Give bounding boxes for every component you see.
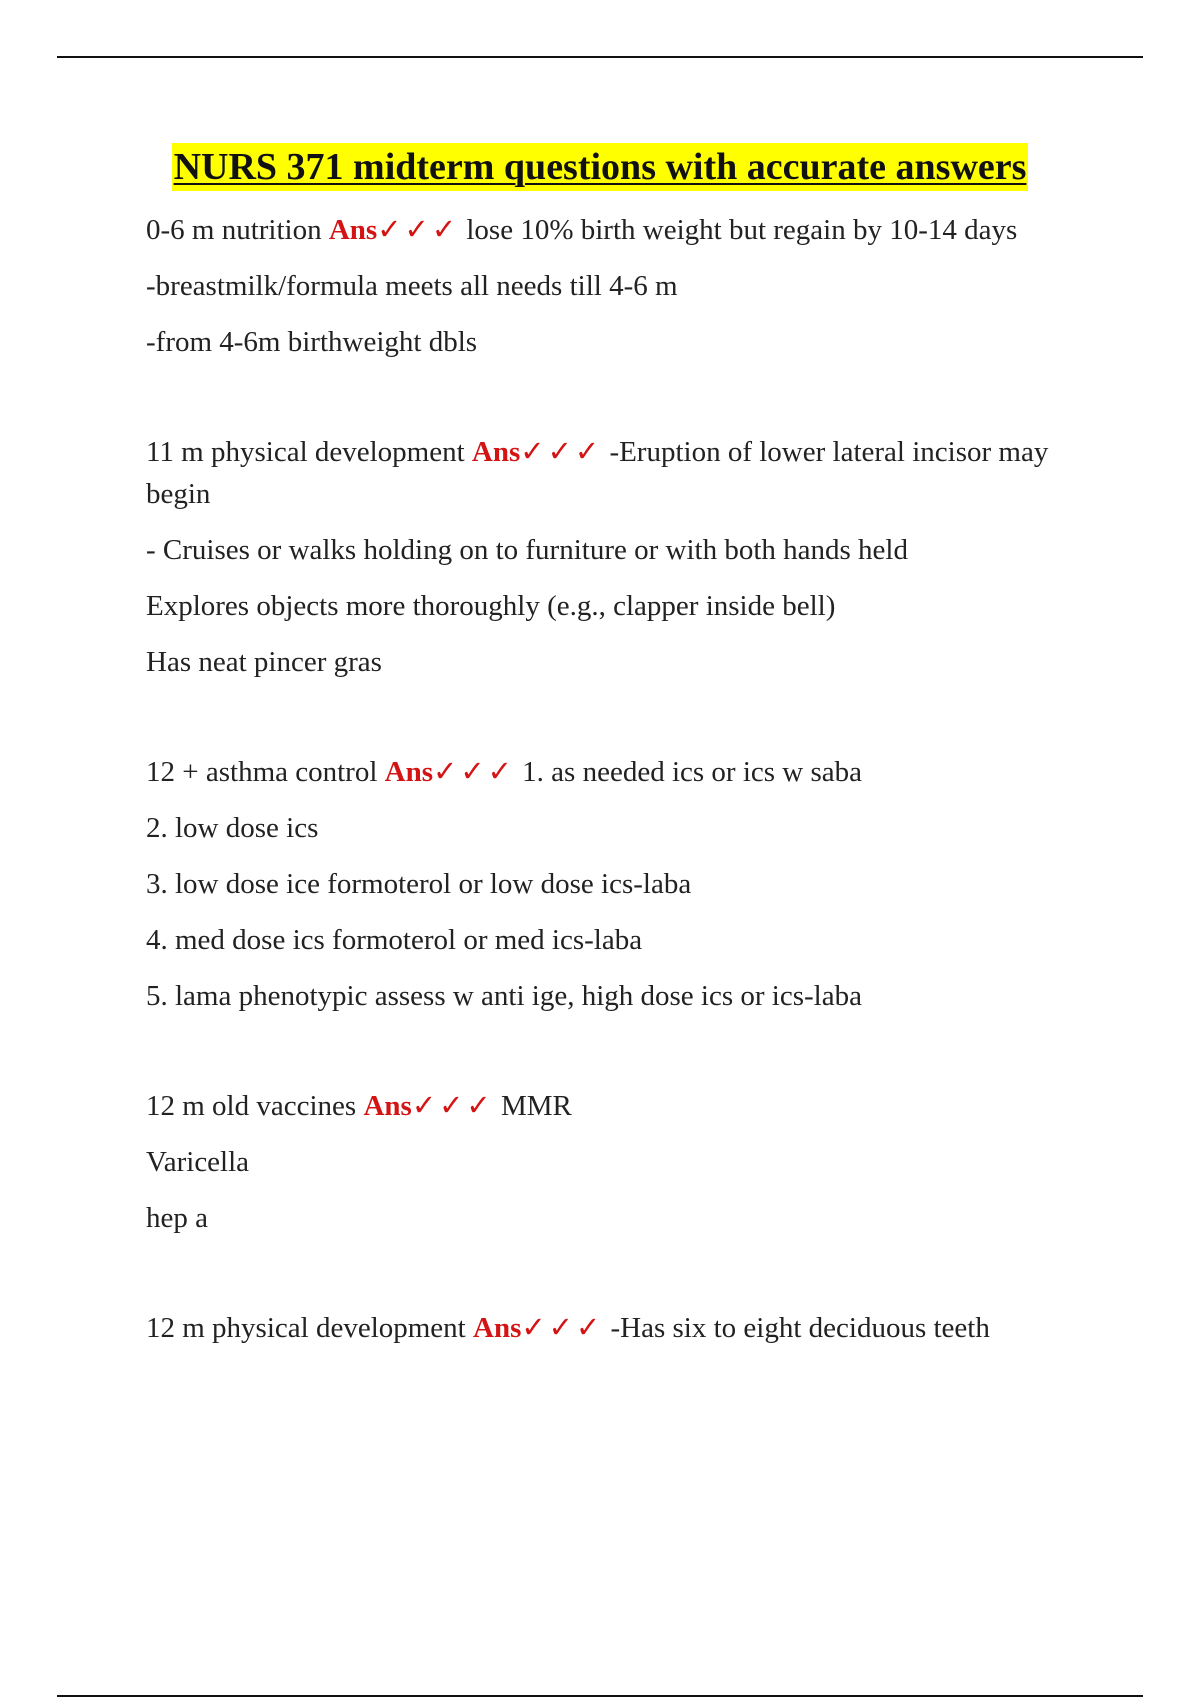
answer-line: 3. low dose ice formoterol or low dose ics-laba	[146, 868, 692, 900]
document-body	[146, 209, 1086, 1363]
qa-first-line	[146, 751, 1086, 793]
check-marks: ✓✓✓	[520, 436, 603, 468]
check-marks: ✓✓✓	[377, 214, 460, 246]
answer-line: -from 4-6m birthweight dbls	[146, 326, 478, 358]
check-marks: ✓✓✓	[411, 1090, 494, 1122]
question-text: 12 + asthma control	[146, 756, 378, 788]
answer-line: Varicella	[146, 1146, 250, 1178]
bottom-rule	[57, 1695, 1143, 1697]
question-text: 0-6 m nutrition	[146, 214, 322, 246]
ans-label: Ans	[363, 1090, 412, 1122]
answer-text: -Has six to eight deciduous teeth	[610, 1312, 990, 1344]
ans-label: Ans	[384, 756, 434, 788]
qa-entry	[146, 431, 1086, 683]
qa-first-line	[146, 209, 1086, 251]
qa-entry	[146, 1085, 1086, 1239]
qa-first-line	[146, 1085, 1086, 1127]
answer-line: 2. low dose ics	[146, 812, 319, 844]
document-title: NURS 371 midterm questions with accurate answers	[172, 143, 1029, 191]
ans-label: Ans	[328, 214, 378, 246]
answer-line: hep a	[146, 1202, 208, 1234]
ans-label: Ans	[471, 436, 521, 468]
qa-entry	[146, 209, 1086, 363]
question-text: 12 m physical development	[146, 1312, 466, 1344]
qa-entry	[146, 1307, 1086, 1349]
answer-line: -breastmilk/formula meets all needs till 4-6 m	[146, 270, 678, 302]
title-wrap	[0, 143, 1200, 191]
answer-line: Has neat pincer gras	[146, 646, 382, 678]
answer-line: Explores objects more thoroughly (e.g., clapper inside bell)	[146, 590, 836, 622]
check-marks: ✓✓✓	[521, 1312, 604, 1344]
qa-first-line	[146, 431, 1086, 515]
top-rule	[57, 56, 1143, 58]
qa-first-line	[146, 1307, 1086, 1349]
answer-line: 5. lama phenotypic assess w anti ige, high dose ics or ics-laba	[146, 980, 862, 1012]
qa-entry	[146, 751, 1086, 1017]
question-text: 12 m old vaccines	[146, 1090, 357, 1122]
question-text: 11 m physical development	[146, 436, 465, 468]
answer-text: MMR	[500, 1090, 572, 1122]
answer-text: lose 10% birth weight but regain by 10-14 days	[466, 214, 1018, 246]
answer-text: 1. as needed ics or ics w saba	[522, 756, 863, 788]
ans-label: Ans	[473, 1312, 522, 1344]
answer-line: 4. med dose ics formoterol or med ics-laba	[146, 924, 643, 956]
answer-text: -Eruption of lower lateral incisor may begin	[146, 436, 1049, 510]
check-marks: ✓✓✓	[433, 756, 515, 788]
answer-line: - Cruises or walks holding on to furniture or with both hands held	[146, 534, 908, 566]
